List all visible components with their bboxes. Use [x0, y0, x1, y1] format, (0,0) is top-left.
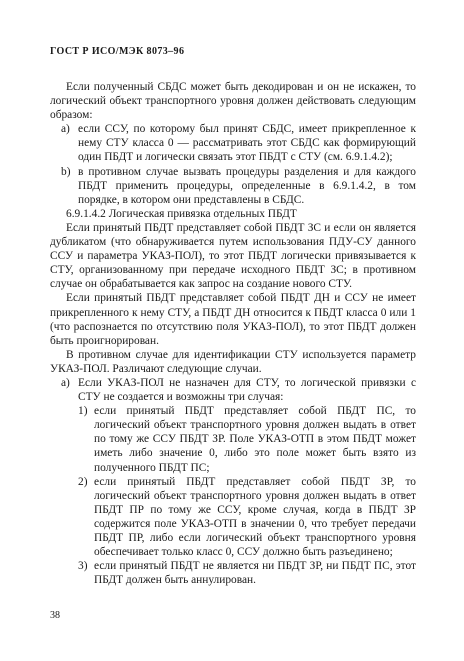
sub-list-marker: 1): [78, 405, 88, 418]
list-item-text: в противном случае вызвать процедуры разделения и для каждого ПБДТ применить процедуры, определенные в 6.9.1.4.2, в том порядке, в котором они представлены в СБДС.: [78, 165, 416, 206]
sub-list-item: [50, 559, 416, 587]
page-number: 38: [50, 610, 60, 621]
sub-list-item: [50, 475, 416, 560]
page-body: [50, 80, 416, 587]
paragraph: В противном случае для идентификации СТУ используется параметр УКАЗ-ПОЛ. Различают следующие случаи.: [50, 348, 416, 375]
section-heading: 6.9.1.4.2 Логическая привязка отдельных ПБДТ: [66, 207, 297, 220]
paragraph: Если принятый ПБДТ представляет собой ПБДТ ЗС и если он является дубликатом (что обнаруживается путем использования ПДУ-СУ данного ССУ и параметра УКАЗ-ПОЛ), то этот ПБДТ логически привязывается к СТУ, организованному при передаче исходного ПБДТ ЗС; в противном случае он обрабатывается как запрос на создание нового СТУ.: [50, 221, 416, 291]
sub-list-marker: 2): [78, 475, 88, 488]
list-marker: a): [61, 123, 70, 136]
list-item: [50, 122, 416, 164]
sub-list-item-text: если принятый ПБДТ представляет собой ПБДТ ЗР, то логический объект транспортного уровня должен выдать в ответ ПБДТ ПР по тому же ССУ, кроме случая, когда в ПБДТ ЗР содержится поле УКАЗ-ОТП в значении 0, что требует передачи ПБДТ ПР, либо если логический объект транспортного уровня обеспечивает только класс 0, ССУ должно быть разъединено;: [94, 475, 416, 559]
running-header: ГОСТ Р ИСО/МЭК 8073–96: [50, 46, 185, 57]
list-marker: a): [61, 376, 70, 389]
list-item: [50, 376, 416, 404]
list-item-text: Если УКАЗ-ПОЛ не назначен для СТУ, то логической привязки с СТУ не создается и возможны три случая:: [78, 376, 416, 404]
paragraph: Если принятый ПБДТ представляет собой ПБДТ ДН и ССУ не имеет прикрепленного к нему СТУ, а ПБДТ ДН относится к ПБДТ класса 0 или 1 (что распознается по отсутствию поля УКАЗ-ПОЛ), то этот ПБДТ должен быть проигнорирован.: [50, 292, 416, 347]
sub-list-marker: 3): [78, 560, 88, 573]
list-marker: b): [61, 165, 71, 178]
sub-list-item: [50, 404, 416, 474]
sub-list-item-text: если принятый ПБДТ не является ни ПБДТ ЗР, ни ПБДТ ПС, этот ПБДТ должен быть аннулирован.: [94, 560, 416, 587]
intro-paragraph: Если полученный СБДС может быть декодирован и он не искажен, то логический объект транспортного уровня должен действовать следующим образом:: [50, 81, 416, 122]
sub-list-item-text: если принятый ПБДТ представляет собой ПБДТ ПС, то логический объект транспортного уровня должен выдать в ответ по тому же ССУ ПБДТ ЗР. Поле УКАЗ-ОТП в этом ПБДТ может иметь либо значение 0, либо это поле может быть взято из полученного ПБДТ ПС;: [94, 405, 416, 474]
list-item-text: если ССУ, по которому был принят СБДС, имеет прикрепленное к нему СТУ класса 0 — рассматривать этот СБДС как формирующий один ПБДТ и логически связать этот ПБДТ с СТУ (см. 6.9.1.4.2);: [78, 123, 416, 164]
list-item: [50, 165, 416, 207]
